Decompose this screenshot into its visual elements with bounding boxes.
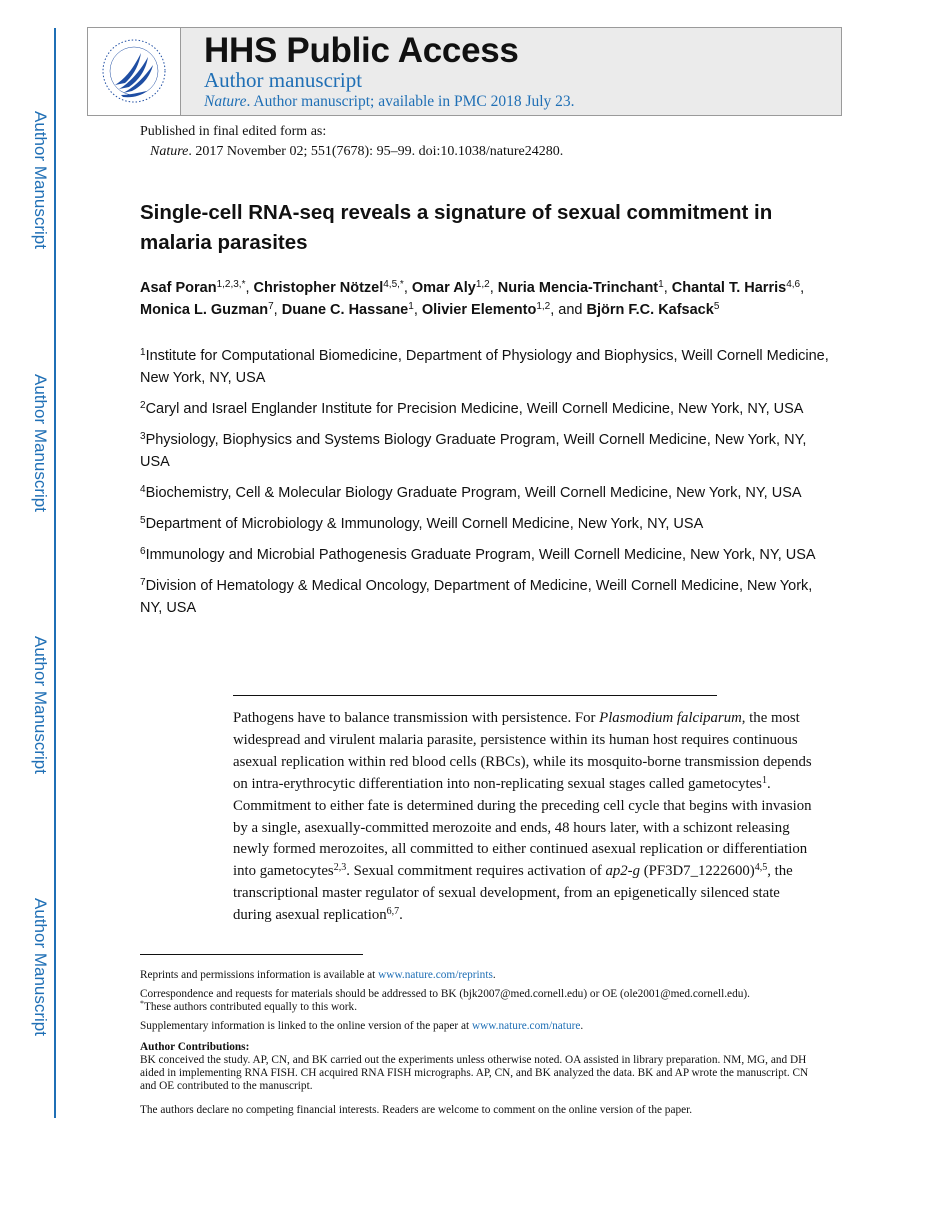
affiliation: $^7$Division of Hematology & Medical Oncology, Department of Medicine, Weill Cornell Medicine, New York, NY, USA (140, 577, 813, 616)
margin-rule (54, 28, 56, 1118)
author: Omar Aly$^{1,2}$, (411, 279, 498, 296)
citation (140, 142, 563, 162)
citation-journal: Nature (150, 144, 189, 159)
author: Nuria Mencia-Trinchant$^1$, (497, 279, 672, 296)
author-contributions (140, 1041, 820, 1093)
author: Duane C. Hassane$^1$, (281, 301, 422, 318)
reprints-note: Reprints and permissions information is available at www.nature.com/reprints. (140, 969, 496, 981)
correspondence-note: Correspondence and requests for materials should be addressed to BK (bjk2007@med.cornell.edu) or OE (ole2001@med.cornell.edu). (140, 988, 750, 1000)
reference: 2,3 (333, 862, 347, 874)
citation-text: . 2017 November 02; 551(7678): 95–99. doi:10.1038/nature24280. (188, 144, 564, 159)
author: Olivier Elemento$^{1,2}$, and (421, 301, 587, 318)
journal-name: Nature (204, 93, 247, 110)
published-label: Published in final edited form as: (140, 124, 327, 139)
author: Christopher Nötzel$^{4,5,*}$, (253, 279, 412, 296)
affiliation: $^4$Biochemistry, Cell & Molecular Biology Graduate Program, Weill Cornell Medicine, New York, NY, USA (140, 484, 802, 501)
hhs-header (87, 27, 842, 116)
manuscript-type: Author manuscript (204, 68, 363, 92)
contributions-heading: Author Contributions: (140, 1041, 250, 1053)
abstract: Pathogens have to balance transmission with persistence. For Plasmodium falciparum, the most widespread and virulent malaria parasite, persistence within its human host requires continuous asexual replication within red blood cells (RBCs), while its mosquito-borne transmission depends on intra-erythrocytic differentiation into non-replicating sexual stages called gametocytes$^1$. Commitment to either fate is determined during the preceding cell cycle that begins with invasion by a single, asexually-committed merozoite and ends, 48 hours later, with a schizont releasing newly formed merozoites, all committed to either continued asexual replication or differentiation into gametocytes$^{2,3}$. Sexual commitment requires activation of ap2-g (PF3D7_1222600)$^{4,5}$, the transcriptional master regulator of sexual development, from an epigenetically silenced state during asexual replication$^{6,7}$. (233, 710, 812, 924)
author: Asaf Poran$^{1,2,3,*}$, (140, 279, 254, 296)
availability-text: . Author manuscript; available in PMC 2018 July 23. (246, 93, 575, 110)
gene-name: ap2-g (605, 863, 641, 880)
supplementary-link[interactable]: www.nature.com/nature (471, 1020, 581, 1032)
affiliation-list (140, 345, 830, 628)
reference: 4,5 (754, 862, 768, 874)
affiliation: $^6$Immunology and Microbial Pathogenesis Graduate Program, Weill Cornell Medicine, New York, NY, USA (140, 546, 816, 563)
reference: 6,7 (386, 906, 400, 918)
pmc-availability (204, 93, 575, 111)
abstract-divider (233, 695, 717, 696)
hhs-logo (88, 28, 181, 115)
reprints-link[interactable]: www.nature.com/reprints (378, 969, 493, 981)
author: Chantal T. Harris$^{4,6}$, (671, 279, 805, 296)
affiliation: $^3$Physiology, Biophysics and Systems Biology Graduate Program, Weill Cornell Medicine, New York, NY, USA (140, 431, 807, 470)
hhs-title: HHS Public Access (204, 31, 519, 70)
equal-contribution-note: *These authors contributed equally to this work. (140, 999, 358, 1013)
footnote-divider (140, 954, 363, 955)
publication-info (140, 122, 563, 162)
contributions-text: BK conceived the study. AP, CN, and BK carried out the experiments unless otherwise noted. OA assisted in library preparation. NM, MG, and DH aided in implementing RNA FISH. CH acquired RNA FISH micrographs. AP, CN, and BK analyzed the data. BK and AP wrote the manuscript. CN and OE contributed to the manuscript. (140, 1054, 809, 1092)
author: Björn F.C. Kafsack$^5$ (586, 301, 720, 318)
affiliation: $^2$Caryl and Israel Englander Institute for Precision Medicine, Weill Cornell Medicine, New York, NY, USA (140, 400, 804, 417)
competing-interests: The authors declare no competing financial interests. Readers are welcome to comment on the online version of the paper. (140, 1104, 693, 1116)
affiliation: $^5$Department of Microbiology & Immunology, Weill Cornell Medicine, New York, NY, USA (140, 515, 704, 532)
article-title: Single-cell RNA-seq reveals a signature of sexual commitment in malaria parasites (140, 201, 773, 254)
hhs-eagle-seal-icon (101, 33, 167, 109)
author: Monica L. Guzman$^7$, (140, 301, 282, 318)
species-name: Plasmodium falciparum (599, 710, 742, 726)
reference: 1 (761, 774, 767, 786)
author-list (140, 277, 830, 321)
supplementary-note: Supplementary information is linked to the online version of the paper at www.nature.com/nature. (140, 1020, 584, 1032)
affiliation: $^1$Institute for Computational Biomedicine, Department of Physiology and Biophysics, Weill Cornell Medicine, New York, NY, USA (140, 347, 829, 386)
